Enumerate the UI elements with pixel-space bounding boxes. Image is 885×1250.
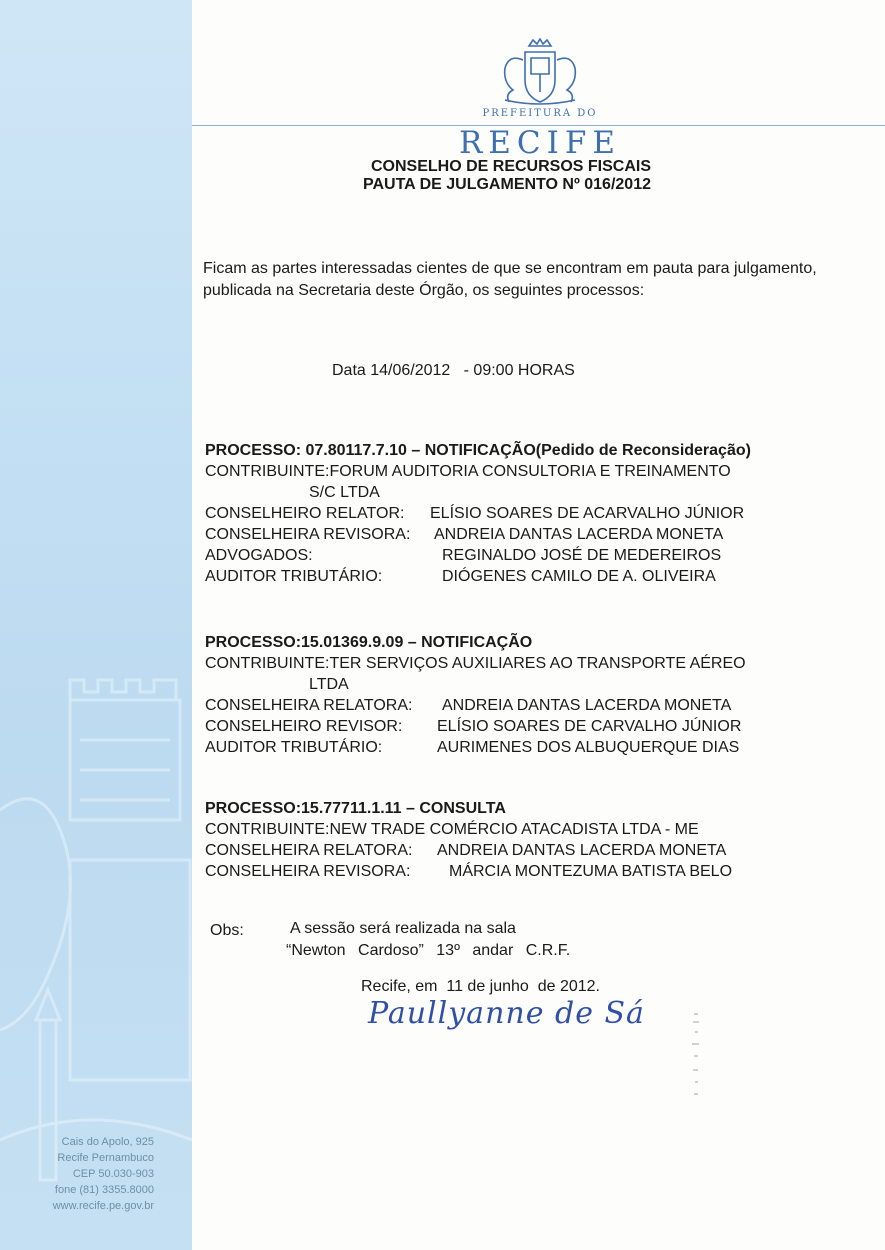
detail-label: CONSELHEIRA RELATORA: — [205, 842, 413, 859]
detail-value: ANDREIA DANTAS LACERDA MONETA — [442, 697, 732, 714]
detail-value: ELÍSIO SOARES DE ACARVALHO JÚNIOR — [430, 505, 745, 522]
detail-row — [205, 737, 845, 758]
city-crest-icon — [495, 38, 585, 108]
detail-label: CONSELHEIRA REVISORA: — [205, 526, 411, 543]
process-block — [205, 798, 845, 882]
detail-value: ELÍSIO SOARES DE CARVALHO JÚNIOR — [437, 718, 742, 735]
detail-value: ANDREIA DANTAS LACERDA MONETA — [434, 526, 724, 543]
detail-row — [205, 716, 845, 737]
detail-row — [205, 545, 845, 566]
detail-label: CONSELHEIRA REVISORA: — [205, 863, 411, 880]
detail-row — [205, 695, 845, 716]
obs-line-2: “Newton Cardoso” 13º andar C.R.F. — [286, 942, 571, 959]
detail-value: MÁRCIA MONTEZUMA BATISTA BELO — [449, 863, 733, 880]
detail-value: REGINALDO JOSÉ DE MEDEREIROS — [442, 547, 722, 564]
detail-value: ANDREIA DANTAS LACERDA MONETA — [437, 842, 727, 859]
process-block — [205, 632, 845, 758]
council-title: CONSELHO DE RECURSOS FISCAIS — [370, 158, 652, 175]
intro-paragraph: Ficam as partes interessadas cientes de que se encontram em pauta para julgamento, publicada na Secretaria deste Órgão, os seguintes processos: — [203, 260, 817, 299]
agenda-title: PAUTA DE JULGAMENTO Nº 016/2012 — [363, 176, 651, 193]
contribuinte-line — [205, 461, 845, 482]
contribuinte-text: CONTRIBUINTE:NEW TRADE COMÉRCIO ATACADISTA LTDA - ME — [205, 821, 699, 838]
detail-label: AUDITOR TRIBUTÁRIO: — [205, 739, 383, 756]
contribuinte-text: CONTRIBUINTE:TER SERVIÇOS AUXILIARES AO TRANSPORTE AÉREO — [205, 655, 746, 672]
address-zip: CEP 50.030-903 — [72, 1168, 154, 1180]
brand-recife: RECIFE — [458, 125, 622, 161]
address-phone: fone (81) 3355.8000 — [54, 1184, 154, 1196]
detail-row — [205, 503, 845, 524]
contribuinte-line — [205, 819, 845, 840]
detail-label: CONSELHEIRA RELATORA: — [205, 697, 413, 714]
detail-label: CONSELHEIRO RELATOR: — [205, 505, 405, 522]
signature: Paullyanne de Sá — [368, 996, 645, 1031]
scan-artifact — [690, 1010, 702, 1100]
detail-label: ADVOGADOS: — [205, 547, 313, 564]
process-header: PROCESSO:15.77711.1.11 – CONSULTA — [205, 800, 506, 817]
process-block — [205, 440, 845, 587]
address-city: Recife Pernambuco — [57, 1152, 154, 1164]
contribuinte-text: CONTRIBUINTE:FORUM AUDITORIA CONSULTORIA E TREINAMENTO — [205, 463, 731, 480]
address-street: Cais do Apolo, 925 — [61, 1136, 154, 1148]
obs-line-1: A sessão será realizada na sala — [290, 920, 516, 937]
contact-address — [20, 1134, 154, 1214]
detail-value: DIÓGENES CAMILO DE A. OLIVEIRA — [442, 568, 716, 585]
process-header: PROCESSO:15.01369.9.09 – NOTIFICAÇÃO — [205, 634, 533, 651]
detail-row — [205, 861, 845, 882]
detail-label: AUDITOR TRIBUTÁRIO: — [205, 568, 383, 585]
detail-row — [205, 566, 845, 587]
contribuinte-continuation: S/C LTDA — [309, 484, 380, 501]
obs-label: Obs: — [210, 922, 244, 939]
detail-value: AURIMENES DOS ALBUQUERQUE DIAS — [437, 739, 740, 756]
contribuinte-continuation: LTDA — [309, 676, 349, 693]
address-website: www.recife.pe.gov.br — [52, 1200, 154, 1212]
brand-prefeitura: PREFEITURA DO — [482, 108, 598, 119]
place-and-date: Recife, em 11 de junho de 2012. — [361, 978, 600, 995]
session-date: Data 14/06/2012 - 09:00 HORAS — [332, 362, 575, 379]
detail-row — [205, 840, 845, 861]
detail-label: CONSELHEIRO REVISOR: — [205, 718, 403, 735]
contribuinte-line — [205, 653, 845, 674]
detail-row — [205, 524, 845, 545]
process-header: PROCESSO: 07.80117.7.10 – NOTIFICAÇÃO(Pedido de Reconsideração) — [205, 442, 751, 459]
